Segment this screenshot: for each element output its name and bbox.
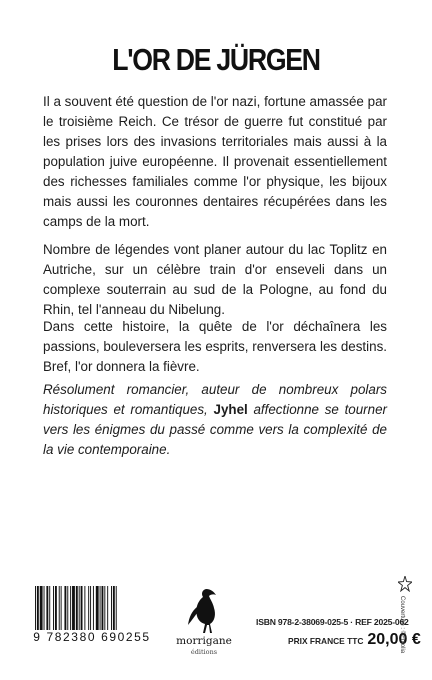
author-bio-intro: Résolument romancier, auteur de nombreux polars historiques et romantiques, — [43, 382, 387, 417]
price-value: 20,00 € — [367, 631, 421, 648]
author-bio-rest: affectionne se tourner vers les énigmes du passé comme vers la complexité de la vie contemporaine. — [43, 402, 387, 457]
author-name: Jyhel — [213, 402, 248, 417]
synopsis-paragraph-3: Dans cette histoire, la quête de l'or déchaînera les passions, bouleversera les esprits, renversera les destins. Bref, l'or donnera la fièvre. — [43, 319, 387, 374]
cover-credit: Couverture : ©Fotolia — [399, 596, 405, 654]
publisher-logo — [168, 583, 240, 663]
price-row — [288, 631, 421, 649]
star-icon — [398, 576, 412, 592]
price-label: PRIX FRANCE TTC — [288, 636, 364, 646]
synopsis-paragraph-2: Nombre de légendes vont planer autour du lac Toplitz en Autriche, sur un célèbre train d'or enseveli dans un complexe souterrain au sud de la Pologne, au fond du Rhin, tel l'anneau du Nibelung. — [43, 242, 387, 317]
crow-logo-icon — [168, 583, 240, 635]
isbn-line: ISBN 978-2-38069-025-5 · REF 2025-062 — [256, 617, 409, 627]
author-bio — [43, 380, 387, 460]
barcode — [33, 586, 151, 658]
book-title: L'OR DE JÜRGEN — [112, 42, 320, 77]
publisher-tagline: éditions — [190, 648, 218, 656]
synopsis-paragraph-1: Il a souvent été question de l'or nazi, fortune amassée par le troisième Reich. Ce trésor de guerre fut constitué par les prises lors des invasions territoriales mais aussi à la population juive européenne. Il provenait essentiellement des richesses familiales comme l'or physique, les bijoux mais aussi les couronnes dentaires récupérées dans les camps de la mort. — [43, 94, 387, 229]
barcode-number: 9 782380 690255 — [30, 630, 154, 644]
publisher-name: morrigane — [176, 635, 232, 647]
